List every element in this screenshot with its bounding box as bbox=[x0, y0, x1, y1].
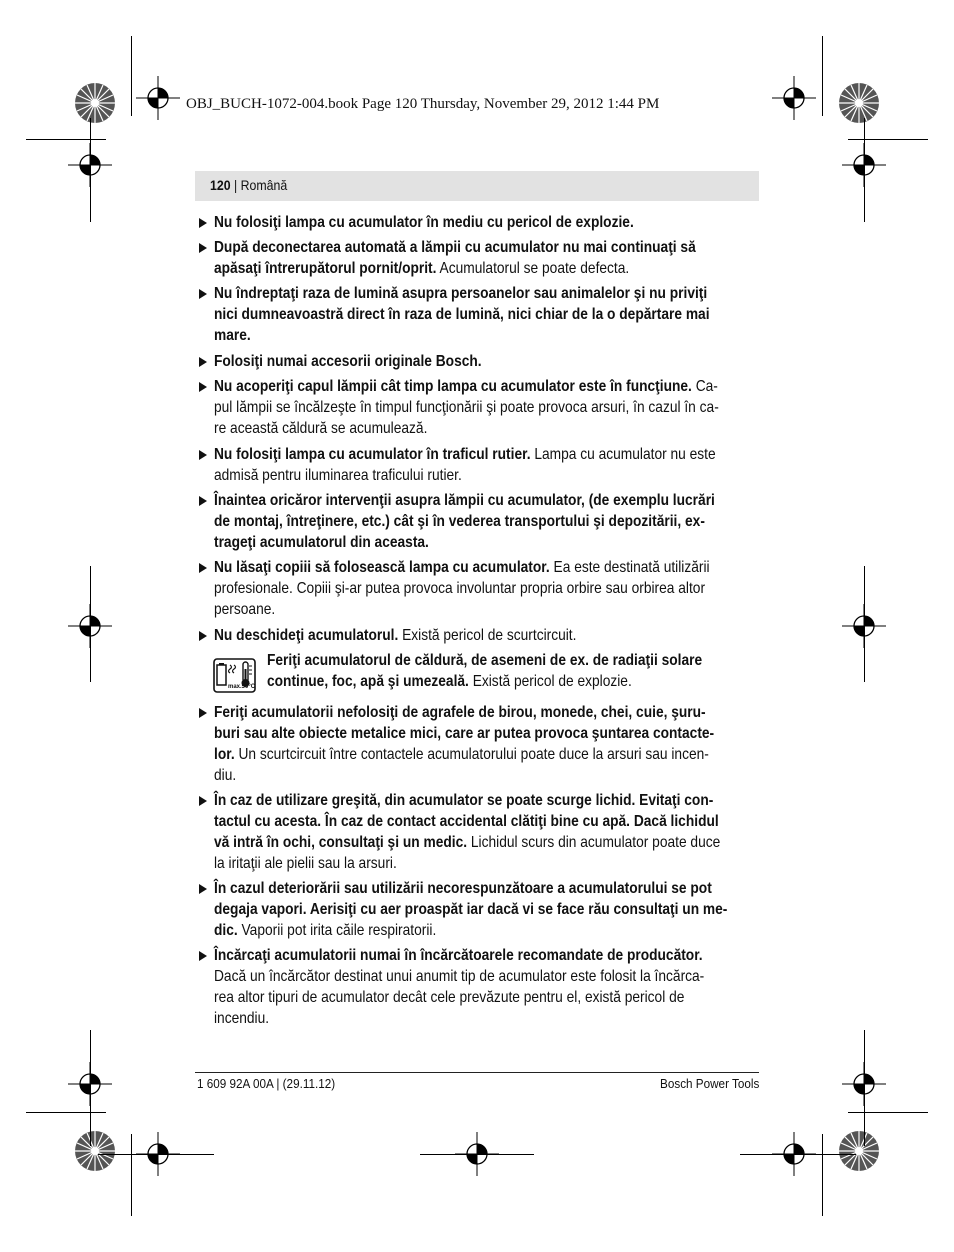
text-line bbox=[214, 376, 754, 397]
regular-text: re această căldură se acumulează. bbox=[214, 420, 428, 438]
bold-text: de montaj, întreţinere, etc.) cât şi în vederea transportului şi depozitării, ex- bbox=[214, 513, 705, 531]
text-line bbox=[214, 966, 754, 987]
bullet-triangle-icon bbox=[199, 708, 207, 718]
bold-text: Nu folosiţi lampa cu acumulator în mediu cu pericol de explozie. bbox=[214, 214, 634, 231]
bullet-triangle-icon bbox=[199, 563, 207, 573]
text-line bbox=[214, 723, 754, 744]
bullet-triangle-icon bbox=[199, 289, 207, 299]
regular-text: Ca- bbox=[691, 378, 718, 395]
regular-text: Lampa cu acumulator nu este bbox=[530, 446, 716, 463]
bold-text: Înaintea oricăror intervenţii asupra lămpii cu acumulator, (de exemplu lucrări bbox=[214, 492, 715, 509]
text-line bbox=[214, 945, 754, 966]
footer-document-number: 1 609 92A 00A | (29.11.12) bbox=[197, 1076, 336, 1091]
text-line bbox=[214, 811, 754, 832]
text-line bbox=[214, 578, 754, 599]
regular-text: Un scurtcircuit între contactele acumulatorului poate duce la arsuri sau incen- bbox=[234, 746, 709, 764]
bold-text: Feriţi acumulatorii nefolosiţi de agrafele de birou, monede, chei, cuie, şuru- bbox=[214, 704, 706, 721]
text-line bbox=[214, 444, 754, 465]
footer-rule bbox=[195, 1072, 759, 1073]
bold-text: degaja vapori. Aerisiţi cu aer proaspăt iar dacă vi se face rău consultaţi un me- bbox=[214, 901, 728, 919]
print-slug: OBJ_BUCH-1072-004.book Page 120 Thursday, November 29, 2012 1:44 PM bbox=[186, 96, 660, 112]
bold-text: Nu acoperiţi capul lămpii cât timp lampa cu acumulator este în funcţiune. bbox=[214, 378, 692, 395]
text-line bbox=[214, 878, 754, 899]
regular-text: rea altor tipuri de acumulator decât cele prevăzute pentru el, există pericol de bbox=[214, 989, 685, 1007]
text-line bbox=[214, 325, 754, 346]
text-line bbox=[214, 899, 754, 920]
text-line bbox=[214, 397, 754, 418]
regular-text: Lichidul scurs din acumulator poate duce bbox=[467, 834, 721, 852]
bullet-triangle-icon bbox=[199, 357, 207, 367]
bullet-triangle-icon bbox=[199, 884, 207, 894]
text-line bbox=[214, 532, 754, 553]
bold-text: Folosiţi numai accesorii originale Bosch. bbox=[214, 353, 482, 370]
text-line bbox=[214, 599, 754, 620]
text-line bbox=[267, 671, 755, 692]
bold-text: buri sau alte obiecte metalice mici, care ar putea provoca şuntarea contacte- bbox=[214, 725, 715, 743]
text-line bbox=[214, 212, 754, 233]
bullet-triangle-icon bbox=[199, 796, 207, 806]
bullet-triangle-icon bbox=[199, 450, 207, 460]
text-line bbox=[214, 744, 754, 765]
bullet-triangle-icon bbox=[199, 631, 207, 641]
regular-text: Acumulatorul se poate defecta. bbox=[436, 260, 630, 278]
text-line bbox=[267, 650, 755, 671]
page-number: 120 bbox=[210, 177, 231, 193]
bold-text: În cazul deteriorării sau utilizării necorespunzătoare a acumulatorului se pot bbox=[214, 880, 712, 897]
text-line bbox=[214, 418, 754, 439]
bold-text: Nu îndreptaţi raza de lumină asupra persoanelor sau animalelor şi nu priviţi bbox=[214, 285, 708, 302]
regular-text: Există pericol de explozie. bbox=[468, 673, 632, 691]
text-line bbox=[214, 1008, 754, 1029]
bullet-triangle-icon bbox=[199, 951, 207, 961]
footer-publisher: Bosch Power Tools bbox=[659, 1076, 759, 1091]
header-language: Română bbox=[240, 177, 288, 193]
text-line bbox=[214, 765, 754, 786]
text-line bbox=[214, 351, 754, 372]
text-line bbox=[214, 790, 754, 811]
regular-text: Ea este destinată utilizării bbox=[549, 559, 710, 576]
bullet-triangle-icon bbox=[199, 218, 207, 228]
bold-text: După deconectarea automată a lămpii cu acumulator nu mai continuaţi să bbox=[214, 239, 696, 256]
icon-label: max.50°C bbox=[228, 684, 256, 690]
regular-text: diu. bbox=[214, 767, 237, 785]
bold-text: vă intră în ochi, consultaţi şi un medic. bbox=[214, 834, 468, 852]
regular-text: Vaporii pot irita căile respiratorii. bbox=[237, 922, 437, 940]
regular-text: la iritaţii ale pielii sau la arsuri. bbox=[214, 855, 397, 873]
regular-text: admisă pentru iluminarea traficului rutier. bbox=[214, 467, 462, 485]
text-line bbox=[214, 304, 754, 325]
text-line bbox=[214, 465, 754, 486]
text-line bbox=[214, 283, 754, 304]
bold-text: Nu deschideţi acumulatorul. bbox=[214, 627, 399, 644]
regular-text: incendiu. bbox=[214, 1010, 270, 1028]
text-line bbox=[214, 511, 754, 532]
header-separator: | bbox=[230, 177, 241, 193]
bold-text: mare. bbox=[214, 327, 251, 345]
regular-text: Există pericol de scurtcircuit. bbox=[398, 627, 577, 644]
text-line bbox=[214, 625, 754, 646]
text-line bbox=[214, 557, 754, 578]
text-line bbox=[214, 853, 754, 874]
bold-text: continue, foc, apă şi umezeală. bbox=[267, 673, 469, 691]
text-line bbox=[214, 832, 754, 853]
text-line bbox=[214, 237, 754, 258]
bold-text: tactul cu acesta. În caz de contact accidental clătiţi bine cu apă. Dacă lichidul bbox=[214, 813, 719, 831]
regular-text: persoane. bbox=[214, 601, 276, 619]
bullet-triangle-icon bbox=[199, 243, 207, 253]
bold-text: nici dumneavoastră direct în raza de lumină, nici chiar de la o depărtare mai bbox=[214, 306, 710, 324]
regular-text: profesionale. Copiii şi-ar putea provoca involuntar propria orbire sau orbirea altor bbox=[214, 580, 706, 598]
bold-text: apăsaţi întrerupătorul pornit/oprit. bbox=[214, 260, 437, 278]
bold-text: Nu lăsaţi copiii să folosească lampa cu acumulator. bbox=[214, 559, 550, 576]
bullet-triangle-icon bbox=[199, 382, 207, 392]
bold-text: Feriţi acumulatorul de căldură, de asemeni de ex. de radiaţii solare bbox=[267, 652, 703, 669]
text-line bbox=[214, 987, 754, 1008]
bold-text: lor. bbox=[214, 746, 235, 764]
bold-text: Nu folosiţi lampa cu acumulator în traficul rutier. bbox=[214, 446, 531, 463]
bold-text: În caz de utilizare greşită, din acumulator se poate scurge lichid. Evitaţi con- bbox=[214, 792, 714, 809]
text-line bbox=[214, 702, 754, 723]
bullet-triangle-icon bbox=[199, 496, 207, 506]
regular-text: Dacă un încărcător destinat unui anumit tip de acumulator este folosit la încărca- bbox=[214, 968, 705, 986]
text-line bbox=[214, 258, 754, 279]
bold-text: Încărcaţi acumulatorii numai în încărcătoarele recomandate de producător. bbox=[214, 947, 703, 964]
bold-text: trageţi acumulatorul din aceasta. bbox=[214, 534, 429, 552]
regular-text: pul lămpii se încălzeşte în timpul funcţionării şi poate provoca arsuri, în cazul în ca- bbox=[214, 399, 719, 417]
text-line bbox=[214, 920, 754, 941]
text-line bbox=[214, 490, 754, 511]
bold-text: dic. bbox=[214, 922, 238, 940]
